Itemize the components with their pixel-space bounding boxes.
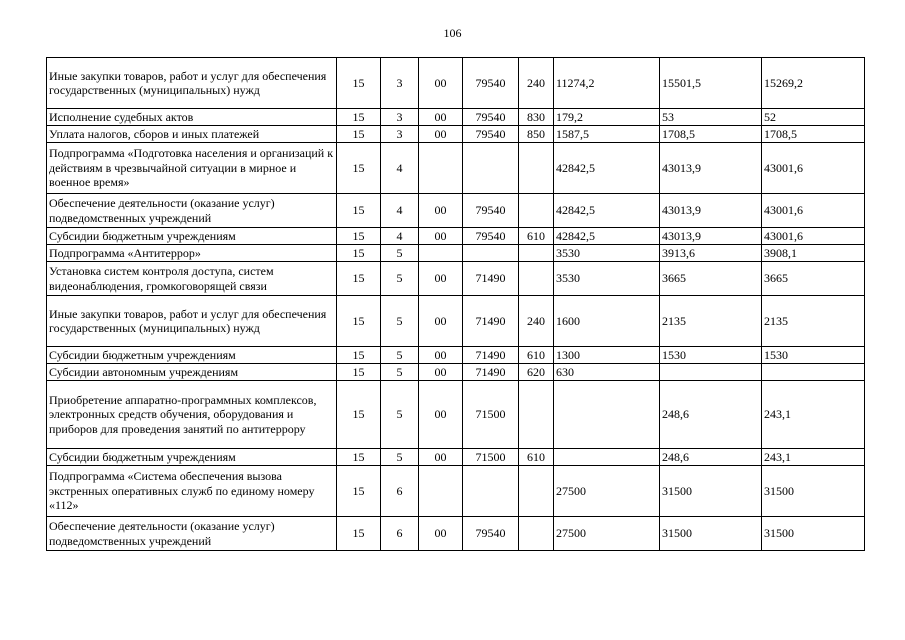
- amount-year-1-cell: 1300: [554, 347, 660, 364]
- expense-type-cell: [519, 143, 554, 194]
- row-name-cell: Подпрограмма «Подготовка населения и организаций к действиям в чрезвычайной ситуации в мирное и военное время»: [47, 143, 337, 194]
- subsection-code-cell: 6: [381, 517, 419, 551]
- program-code-cell: 00: [419, 347, 463, 364]
- amount-year-2-cell: 43013,9: [660, 228, 762, 245]
- table-row: [47, 58, 865, 109]
- subsection-code-cell: 4: [381, 143, 419, 194]
- program-code-cell: 00: [419, 449, 463, 466]
- program-code-cell: 00: [419, 262, 463, 296]
- program-code-cell: 00: [419, 58, 463, 109]
- expense-type-cell: [519, 245, 554, 262]
- row-name-cell: Обеспечение деятельности (оказание услуг) подведомственных учреждений: [47, 194, 337, 228]
- direction-code-cell: 71490: [463, 364, 519, 381]
- row-name-cell: Субсидии бюджетным учреждениям: [47, 228, 337, 245]
- amount-year-1-cell: 1600: [554, 296, 660, 347]
- amount-year-3-cell: 43001,6: [762, 143, 865, 194]
- section-code-cell: 15: [337, 262, 381, 296]
- amount-year-1-cell: 42842,5: [554, 143, 660, 194]
- expense-type-cell: 620: [519, 364, 554, 381]
- row-name-cell: Субсидии бюджетным учреждениям: [47, 347, 337, 364]
- expense-type-cell: [519, 194, 554, 228]
- amount-year-3-cell: 1530: [762, 347, 865, 364]
- section-code-cell: 15: [337, 126, 381, 143]
- row-name-cell: Иные закупки товаров, работ и услуг для обеспечения государственных (муниципальных) нужд: [47, 296, 337, 347]
- table-row: [47, 245, 865, 262]
- amount-year-3-cell: 43001,6: [762, 194, 865, 228]
- amount-year-3-cell: 3665: [762, 262, 865, 296]
- amount-year-3-cell: 15269,2: [762, 58, 865, 109]
- section-code-cell: 15: [337, 381, 381, 449]
- table-row: [47, 347, 865, 364]
- amount-year-3-cell: 243,1: [762, 381, 865, 449]
- table-row: [47, 381, 865, 449]
- row-name-cell: Исполнение судебных актов: [47, 109, 337, 126]
- program-code-cell: 00: [419, 109, 463, 126]
- amount-year-1-cell: 630: [554, 364, 660, 381]
- amount-year-3-cell: 43001,6: [762, 228, 865, 245]
- direction-code-cell: [463, 245, 519, 262]
- direction-code-cell: 71500: [463, 449, 519, 466]
- amount-year-2-cell: 1530: [660, 347, 762, 364]
- amount-year-1-cell: 42842,5: [554, 228, 660, 245]
- section-code-cell: 15: [337, 466, 381, 517]
- section-code-cell: 15: [337, 296, 381, 347]
- direction-code-cell: 79540: [463, 109, 519, 126]
- amount-year-1-cell: 3530: [554, 262, 660, 296]
- table-row: [47, 296, 865, 347]
- amount-year-1-cell: 3530: [554, 245, 660, 262]
- expense-type-cell: [519, 466, 554, 517]
- program-code-cell: 00: [419, 126, 463, 143]
- subsection-code-cell: 3: [381, 58, 419, 109]
- amount-year-3-cell: 31500: [762, 517, 865, 551]
- amount-year-3-cell: [762, 364, 865, 381]
- expense-type-cell: 610: [519, 228, 554, 245]
- amount-year-1-cell: [554, 449, 660, 466]
- row-name-cell: Приобретение аппаратно-программных комплексов, электронных средств обучения, оборудования и приборов для проведения занятий по антитеррору: [47, 381, 337, 449]
- subsection-code-cell: 4: [381, 228, 419, 245]
- amount-year-2-cell: 1708,5: [660, 126, 762, 143]
- table-row: [47, 262, 865, 296]
- amount-year-2-cell: 43013,9: [660, 143, 762, 194]
- subsection-code-cell: 5: [381, 449, 419, 466]
- table-row: [47, 109, 865, 126]
- subsection-code-cell: 5: [381, 245, 419, 262]
- amount-year-1-cell: 27500: [554, 517, 660, 551]
- expense-type-cell: 830: [519, 109, 554, 126]
- program-code-cell: 00: [419, 381, 463, 449]
- table-row: [47, 228, 865, 245]
- amount-year-1-cell: 1587,5: [554, 126, 660, 143]
- amount-year-2-cell: 2135: [660, 296, 762, 347]
- program-code-cell: [419, 245, 463, 262]
- amount-year-2-cell: 3665: [660, 262, 762, 296]
- section-code-cell: 15: [337, 143, 381, 194]
- amount-year-2-cell: 53: [660, 109, 762, 126]
- amount-year-1-cell: [554, 381, 660, 449]
- subsection-code-cell: 5: [381, 364, 419, 381]
- section-code-cell: 15: [337, 347, 381, 364]
- budget-table: [46, 57, 865, 551]
- amount-year-2-cell: 43013,9: [660, 194, 762, 228]
- row-name-cell: Иные закупки товаров, работ и услуг для обеспечения государственных (муниципальных) нужд: [47, 58, 337, 109]
- section-code-cell: 15: [337, 109, 381, 126]
- direction-code-cell: 79540: [463, 228, 519, 245]
- direction-code-cell: 79540: [463, 58, 519, 109]
- row-name-cell: Установка систем контроля доступа, систем видеонаблюдения, громкоговорящей связи: [47, 262, 337, 296]
- amount-year-2-cell: 31500: [660, 466, 762, 517]
- subsection-code-cell: 4: [381, 194, 419, 228]
- program-code-cell: 00: [419, 364, 463, 381]
- program-code-cell: 00: [419, 194, 463, 228]
- program-code-cell: [419, 143, 463, 194]
- expense-type-cell: 240: [519, 296, 554, 347]
- direction-code-cell: 71500: [463, 381, 519, 449]
- table-body: [47, 58, 865, 551]
- expense-type-cell: 850: [519, 126, 554, 143]
- amount-year-2-cell: 3913,6: [660, 245, 762, 262]
- amount-year-3-cell: 31500: [762, 466, 865, 517]
- amount-year-3-cell: 3908,1: [762, 245, 865, 262]
- amount-year-3-cell: 1708,5: [762, 126, 865, 143]
- amount-year-3-cell: 52: [762, 109, 865, 126]
- section-code-cell: 15: [337, 194, 381, 228]
- subsection-code-cell: 3: [381, 109, 419, 126]
- subsection-code-cell: 5: [381, 262, 419, 296]
- amount-year-2-cell: [660, 364, 762, 381]
- section-code-cell: 15: [337, 245, 381, 262]
- row-name-cell: Подпрограмма «Система обеспечения вызова экстренных оперативных служб по единому номеру «112»: [47, 466, 337, 517]
- section-code-cell: 15: [337, 364, 381, 381]
- amount-year-1-cell: 179,2: [554, 109, 660, 126]
- subsection-code-cell: 6: [381, 466, 419, 517]
- direction-code-cell: 79540: [463, 517, 519, 551]
- table-row: [47, 143, 865, 194]
- row-name-cell: Субсидии автономным учреждениям: [47, 364, 337, 381]
- row-name-cell: Уплата налогов, сборов и иных платежей: [47, 126, 337, 143]
- program-code-cell: 00: [419, 228, 463, 245]
- table-row: [47, 126, 865, 143]
- program-code-cell: 00: [419, 296, 463, 347]
- section-code-cell: 15: [337, 517, 381, 551]
- program-code-cell: [419, 466, 463, 517]
- direction-code-cell: 71490: [463, 296, 519, 347]
- section-code-cell: 15: [337, 228, 381, 245]
- amount-year-3-cell: 2135: [762, 296, 865, 347]
- table-row: [47, 449, 865, 466]
- amount-year-1-cell: 27500: [554, 466, 660, 517]
- table-row: [47, 517, 865, 551]
- subsection-code-cell: 5: [381, 296, 419, 347]
- direction-code-cell: 79540: [463, 126, 519, 143]
- section-code-cell: 15: [337, 58, 381, 109]
- subsection-code-cell: 5: [381, 347, 419, 364]
- amount-year-2-cell: 248,6: [660, 381, 762, 449]
- row-name-cell: Обеспечение деятельности (оказание услуг) подведомственных учреждений: [47, 517, 337, 551]
- expense-type-cell: [519, 517, 554, 551]
- amount-year-3-cell: 243,1: [762, 449, 865, 466]
- expense-type-cell: 610: [519, 347, 554, 364]
- subsection-code-cell: 3: [381, 126, 419, 143]
- section-code-cell: 15: [337, 449, 381, 466]
- expense-type-cell: 240: [519, 58, 554, 109]
- page-number: 106: [443, 26, 462, 40]
- table-row: [47, 466, 865, 517]
- expense-type-cell: [519, 381, 554, 449]
- direction-code-cell: 79540: [463, 194, 519, 228]
- direction-code-cell: [463, 143, 519, 194]
- direction-code-cell: [463, 466, 519, 517]
- program-code-cell: 00: [419, 517, 463, 551]
- direction-code-cell: 71490: [463, 347, 519, 364]
- row-name-cell: Субсидии бюджетным учреждениям: [47, 449, 337, 466]
- direction-code-cell: 71490: [463, 262, 519, 296]
- amount-year-1-cell: 42842,5: [554, 194, 660, 228]
- expense-type-cell: [519, 262, 554, 296]
- row-name-cell: Подпрограмма «Антитеррор»: [47, 245, 337, 262]
- expense-type-cell: 610: [519, 449, 554, 466]
- amount-year-2-cell: 15501,5: [660, 58, 762, 109]
- amount-year-1-cell: 11274,2: [554, 58, 660, 109]
- amount-year-2-cell: 248,6: [660, 449, 762, 466]
- amount-year-2-cell: 31500: [660, 517, 762, 551]
- subsection-code-cell: 5: [381, 381, 419, 449]
- table-row: [47, 194, 865, 228]
- table-row: [47, 364, 865, 381]
